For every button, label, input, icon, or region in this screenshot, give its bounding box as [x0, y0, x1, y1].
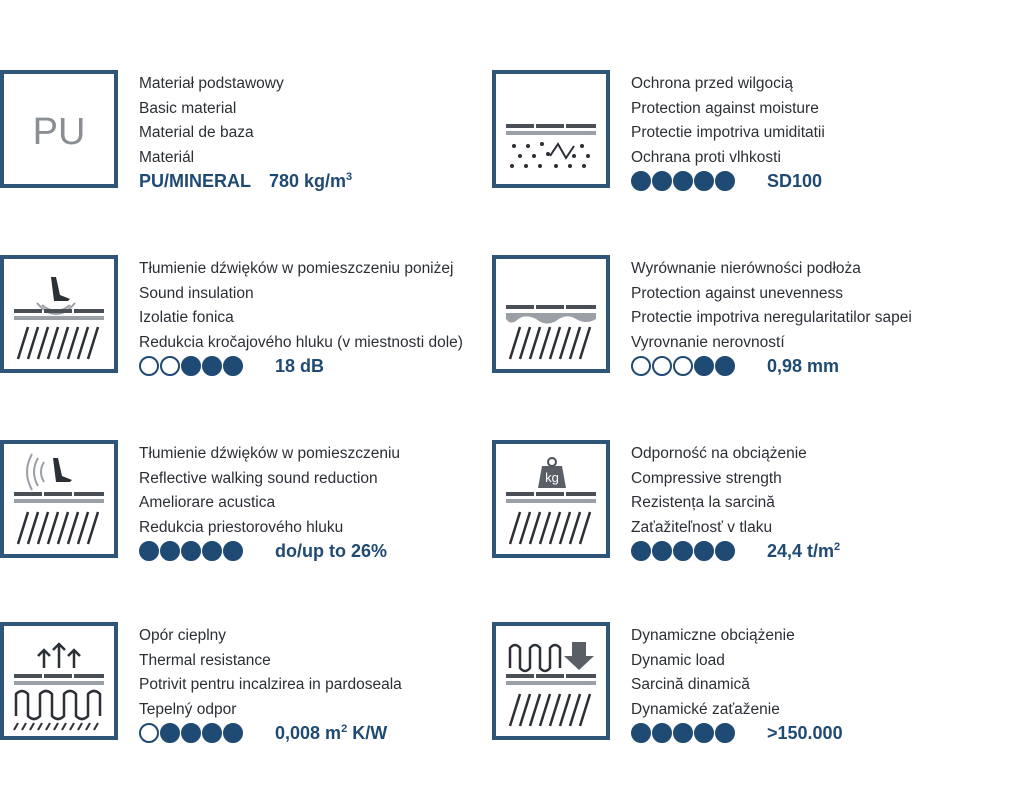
spec-line: Material de baza	[139, 124, 254, 141]
moisture-protection-icon	[492, 70, 610, 188]
spec-line: Redukcia kročajového hluku (v miestnosti dole)	[139, 333, 463, 351]
spec-base-material	[0, 70, 470, 190]
rating-dot-filled	[694, 723, 714, 743]
rating-dots	[139, 356, 243, 376]
spec-line: Reflective walking sound reduction	[139, 469, 378, 487]
spec-line: Protection against moisture	[631, 99, 819, 117]
rating-dot-filled	[715, 723, 735, 743]
spec-value: do/up to 26%	[275, 540, 387, 561]
rating-dot-filled	[631, 171, 651, 191]
rating-dot-filled	[652, 723, 672, 743]
rating-dot-empty	[673, 356, 693, 376]
spec-line: Ameliorare acustica	[139, 494, 276, 511]
spec-line: Dynamiczne obciążenie	[631, 627, 795, 644]
spec-line: Rezistența la sarcină	[631, 494, 775, 511]
rating-dot-empty	[160, 356, 180, 376]
rating-dots	[631, 723, 735, 743]
rating-dot-filled	[715, 171, 735, 191]
spec-line: Izolatie fonica	[139, 309, 234, 326]
density-value: 780 $kg/m^3$	[269, 170, 353, 191]
rating-dot-filled	[202, 356, 222, 376]
spec-line: Materiał podstawowy	[139, 75, 284, 92]
weight-label: kg	[545, 470, 559, 485]
unevenness-icon	[492, 255, 610, 373]
spec-line: Materiál	[139, 148, 195, 166]
spec-line: Wyrównanie nierówności podłoża	[631, 260, 861, 277]
spec-compressive-strength	[492, 440, 962, 560]
spec-value-row	[139, 538, 387, 564]
rating-dot-filled	[631, 541, 651, 561]
spec-value: 0,98 mm	[767, 355, 840, 376]
spec-line: Thermal resistance	[139, 651, 271, 669]
spec-value-row	[631, 168, 822, 194]
impact-sound-icon	[0, 255, 118, 373]
spec-moisture	[492, 70, 962, 190]
dynamic-load-icon	[492, 622, 610, 740]
spec-line: Tepelný odpor	[139, 700, 237, 718]
pu-icon-text: PU	[32, 111, 86, 153]
rating-dot-filled	[160, 723, 180, 743]
spec-line: Sound insulation	[139, 284, 254, 302]
spec-value-row	[139, 353, 324, 379]
walking-sound-icon	[0, 440, 118, 558]
spec-line: Opór cieplny	[139, 627, 227, 644]
spec-line: Odporność na obciążenie	[631, 445, 807, 462]
spec-sound-insulation	[0, 255, 470, 375]
rating-dots	[631, 171, 735, 191]
spec-line: Basic material	[139, 99, 237, 117]
rating-dot-filled	[181, 356, 201, 376]
rating-dots	[631, 356, 735, 376]
rating-dot-filled	[631, 723, 651, 743]
spec-value-row	[631, 720, 843, 746]
spec-line: Dynamic load	[631, 651, 725, 669]
rating-dot-filled	[181, 541, 201, 561]
rating-dot-filled	[223, 356, 243, 376]
rating-dot-filled	[694, 171, 714, 191]
spec-value: SD100	[767, 170, 823, 191]
rating-dot-empty	[631, 356, 651, 376]
spec-line: Potrivit pentru incalzirea in pardoseala	[139, 676, 402, 693]
spec-value: >150.000	[767, 722, 843, 743]
rating-dot-filled	[202, 723, 222, 743]
rating-dot-filled	[694, 541, 714, 561]
spec-line: Protection against unevenness	[631, 284, 843, 302]
spec-value-row	[631, 538, 840, 564]
spec-walking-sound	[0, 440, 470, 560]
spec-value: 24,4 $t/m^2$	[767, 540, 841, 561]
compressive-strength-icon	[492, 440, 610, 558]
rating-dot-filled	[673, 723, 693, 743]
spec-value-row	[139, 168, 352, 194]
spec-line: Ochrona przed wilgocią	[631, 75, 793, 92]
rating-dots	[139, 541, 243, 561]
rating-dot-filled	[715, 356, 735, 376]
rating-dot-empty	[139, 356, 159, 376]
rating-dot-filled	[160, 541, 180, 561]
spec-dynamic-load	[492, 622, 962, 742]
spec-line: Zaťažiteľnosť v tlaku	[631, 518, 773, 536]
spec-line: Compressive strength	[631, 469, 782, 487]
rating-dot-filled	[139, 541, 159, 561]
rating-dot-filled	[652, 171, 672, 191]
rating-dot-empty	[139, 723, 159, 743]
spec-value-row	[139, 720, 387, 746]
rating-dot-filled	[694, 356, 714, 376]
spec-line: Sarcină dinamică	[631, 676, 750, 693]
spec-line: Dynamické zaťaženie	[631, 700, 780, 718]
rating-dot-filled	[223, 723, 243, 743]
rating-dot-filled	[202, 541, 222, 561]
rating-dot-filled	[652, 541, 672, 561]
spec-unevenness	[492, 255, 962, 375]
material-type: PU/MINERAL	[139, 170, 251, 191]
rating-dot-filled	[673, 171, 693, 191]
spec-line: Protectie impotriva umiditatii	[631, 124, 825, 141]
rating-dot-filled	[223, 541, 243, 561]
rating-dot-filled	[715, 541, 735, 561]
pu-icon	[0, 70, 118, 188]
spec-line: Ochrana proti vlhkosti	[631, 148, 781, 166]
rating-dots	[139, 723, 243, 743]
spec-line: Protectie impotriva neregularitatilor sapei	[631, 309, 912, 326]
spec-line: Tłumienie dźwięków w pomieszczeniu poniżej	[139, 260, 454, 277]
spec-line: Redukcia priestorového hluku	[139, 518, 344, 536]
spec-value: 18 dB	[275, 355, 325, 376]
spec-line: Vyrovnanie nerovností	[631, 333, 785, 351]
rating-dot-filled	[181, 723, 201, 743]
rating-dots	[631, 541, 735, 561]
spec-value-row	[631, 353, 839, 379]
spec-line: Tłumienie dźwięków w pomieszczeniu	[139, 445, 401, 462]
rating-dot-filled	[673, 541, 693, 561]
spec-value: 0,008 $m^2$ K/W	[275, 722, 388, 743]
thermal-resistance-icon	[0, 622, 118, 740]
rating-dot-empty	[652, 356, 672, 376]
spec-thermal-resistance	[0, 622, 470, 742]
